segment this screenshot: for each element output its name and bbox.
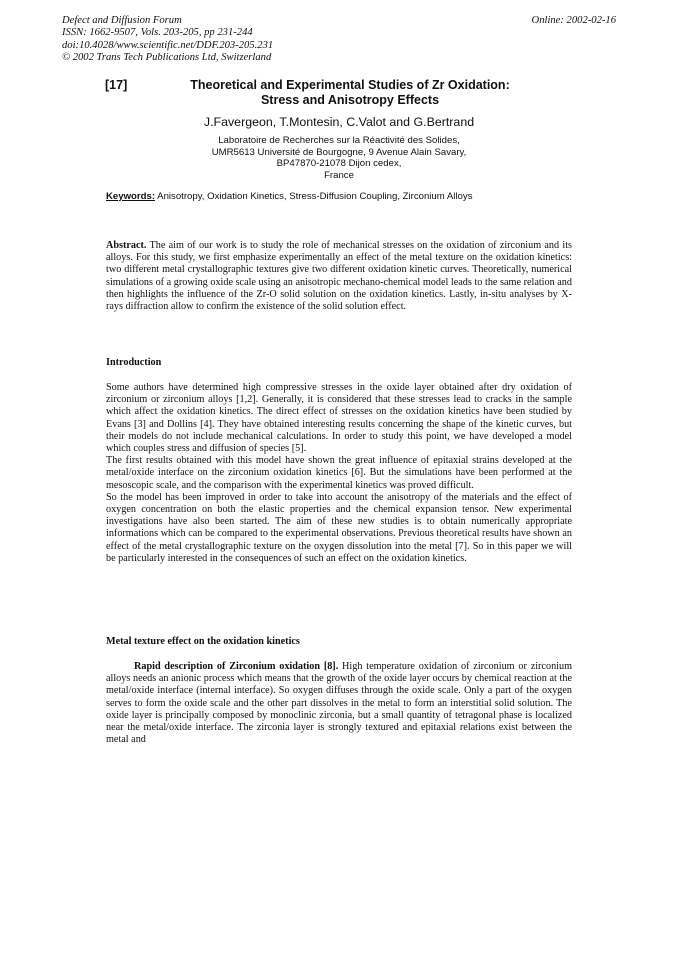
introduction-body (106, 382, 572, 565)
affiliation-line-2: UMR5613 Université de Bourgogne, 9 Avenue Alain Savary, (211, 146, 467, 158)
introduction-paragraph-2: The first results obtained with this model have shown the great influence of epitaxial strains developed at the metal/oxide interface on the zirconium oxidation kinetics [6]. But the simulations have been performed at the mesoscopic scale, and the comparison with the experimental kinetics was proved difficult. (106, 455, 572, 491)
online-date: Online: 2002-02-16 (531, 15, 616, 26)
affiliation-line-4: France (324, 169, 354, 181)
subsection-label: Rapid description of Zirconium oxidation [8]. (134, 661, 339, 672)
introduction-heading: Introduction (106, 357, 162, 368)
metal-texture-text: High temperature oxidation of zirconium or zirconium alloys needs an anionic process which means that the growth of the oxide layer occurs by chemical reaction at the metal/oxide interface (internal interface). So oxygen diffuses through the oxide scale. Only a part of the oxygen serves to form the oxide scale and the other part dissolves in the metal to form an interstitial solid solution. The oxide layer is principally composed by monoclinic zirconia, but a small quantity of tetragonal phase is localized near the metal/oxide interface. The zirconia layer is strongly textured and epitaxial relations exist between the metal and (106, 661, 573, 746)
affiliation-line-3: BP47870-21078 Dijon cedex, (276, 158, 402, 170)
metal-texture-heading: Metal texture effect on the oxidation kinetics (106, 636, 300, 647)
title-line-1: Theoretical and Experimental Studies of Zr Oxidation: (190, 78, 510, 92)
paper-number: [17] (105, 78, 128, 92)
authors: J.Favergeon, T.Montesin, C.Valot and G.Bertrand (203, 115, 475, 129)
introduction-paragraph-3: So the model has been improved in order to take into account the anisotropy of the materials and the effect of oxygen concentration on both the elastic properties and the chemical expansion tensor. New experimental investigations have also been started. The aim of these new studies is to obtain numerically appropriate informations which can be compared to the experimental observations. Previous theoretical results have shown an effect of the metal crystallographic texture on the oxygen dissolution into the metal [7]. So in this paper we will be particularly interested in the consequences of such an effect on the oxidation kinetics. (106, 491, 572, 564)
abstract-text: The aim of our work is to study the role of mechanical stresses on the oxidation of zirconium and its alloys. For this study, we first emphasize experimentally an effect of the metal texture on the oxidation kinetics: two different metal crystallographic textures give two different oxidation kinetic curves. Theoretically, numerical simulations of a growing oxide scale using an anisotropic mechano-chemical model leads to the same relation and then highlights the influence of the Zr-O solid solution on the oxidation kinetics. Lastly, in-situ analyses by X-rays diffraction allow to confirm the existence of the solid solution effect. (106, 240, 572, 313)
introduction-paragraph-1: Some authors have determined high compressive stresses in the oxide layer obtained after dry oxidation of zirconium or zirconium alloys [1,2]. Generally, it is considered that these stresses lead to cracks in the sample which affect the oxidation kinetics. The direct effect of stresses on the oxidation kinetics have been studied by Evans [3] and Dollins [4]. They have obtained interesting results concerning the shape of the kinetic curves, but their models do not include mechanical calculations. In order to study this point, we have developed a model which couples stress and diffusion of species [5]. (106, 382, 572, 455)
affiliation (0, 135, 678, 181)
copyright-line: © 2002 Trans Tech Publications Ltd, Switzerland (62, 52, 272, 64)
paper-title (145, 78, 555, 108)
title-line-2: Stress and Anisotropy Effects (260, 93, 440, 107)
metal-texture-body (106, 661, 572, 746)
journal-name: Defect and Diffusion Forum (62, 15, 182, 26)
abstract-label: Abstract. (106, 240, 147, 251)
keywords-label: Keywords: (106, 191, 156, 202)
keywords (106, 191, 473, 202)
keywords-text: Anisotropy, Oxidation Kinetics, Stress-Diffusion Coupling, Zirconium Alloys (155, 191, 473, 202)
doi-line: doi:10.4028/www.scientific.net/DDF.203-205.231 (62, 39, 274, 51)
journal-header (62, 15, 273, 65)
abstract (106, 240, 572, 313)
affiliation-line-1: Laboratoire de Recherches sur la Réactivité des Solides, (218, 135, 460, 146)
issn-line: ISSN: 1662-9507, Vols. 203-205, pp 231-244 (62, 27, 253, 39)
